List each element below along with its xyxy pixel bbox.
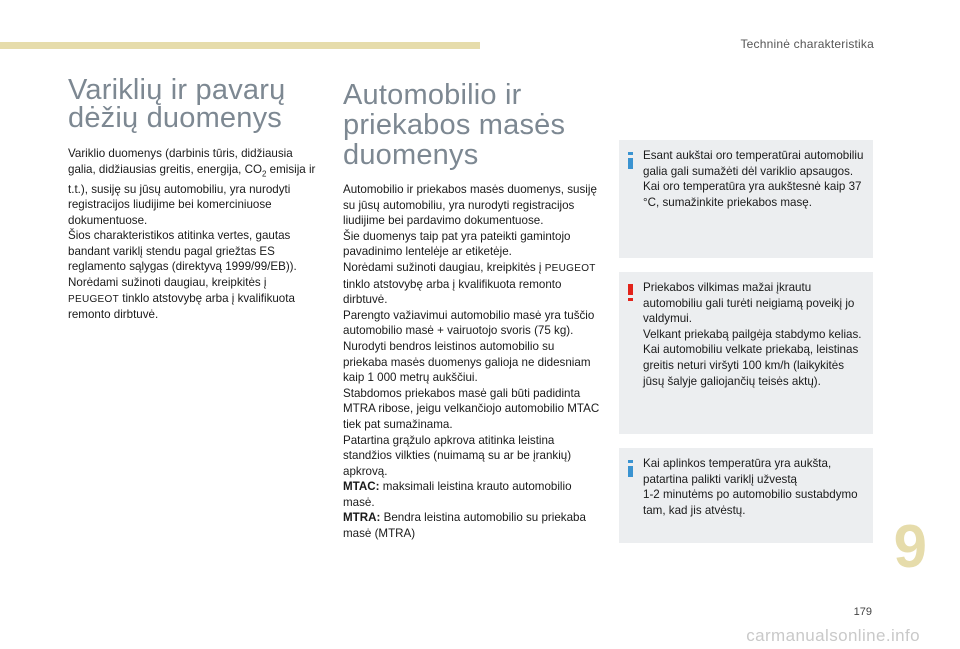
definition-mtra [343, 510, 601, 541]
paragraph: Nurodyti bendros leistinos automobilio su priekaba masės duomenys galioja ne didesniam kaip 1 000 metrų aukščiui. [343, 339, 591, 385]
title-line: Variklių ir pavarų [68, 74, 286, 106]
paragraph: Automobilio ir priekabos masės duomenys, susiję su jūsų automobiliu, yra nurodyti registracijos liudijime bei pardavimo dokumentuose. [343, 183, 597, 228]
weights-column [343, 80, 601, 542]
note-text: Kai aplinkos temperatūra yra aukšta, patartina palikti variklį užvestą [643, 457, 832, 486]
text: emisija ir t.t.), susiję su jūsų automobiliu, yra nurodyti registracijos liudijime bei komerciniuose dokumentuose. [68, 162, 316, 227]
note-text: Priekabos vilkimas mažai įkrautu automobiliu gali turėti neigiamą poveikį jo valdymui. [643, 281, 855, 326]
info-icon [628, 460, 633, 477]
info-note [619, 140, 873, 258]
top-accent-bar [0, 42, 480, 49]
engine-section-title [68, 76, 320, 132]
paragraph: Patartina grąžulo apkrova atitinka leistina standžios vilkties (nuimamą su ar be įrankių) apkrovą. [343, 433, 572, 478]
paragraph [68, 275, 320, 323]
definition: Bendra leistina automobilio su priekaba masė (MTRA) [343, 511, 586, 541]
title-line: duomenys [343, 139, 479, 171]
title-line: priekabos masės [343, 109, 566, 141]
info-icon [628, 152, 633, 169]
text: Variklio duomenys (darbinis tūris, didžiausia galia, didžiausias greitis, energija, CO [68, 147, 293, 176]
brand-name: PEUGEOT [68, 293, 119, 305]
engine-data-column [68, 76, 320, 323]
chapter-number: 9 [893, 513, 927, 580]
paragraph: Šie duomenys taip pat yra pateikti gamintojo pavadinimo lentelėje ar etiketėje. [343, 229, 571, 259]
title-line: Automobilio ir [343, 79, 522, 111]
warning-icon [628, 284, 633, 301]
text: Norėdami sužinoti daugiau, kreipkitės į [343, 260, 545, 274]
subscript: 2 [261, 168, 267, 178]
note-text: Velkant priekabą pailgėja stabdymo kelias. Kai automobiliu velkate priekabą, leistinas greitis neturi viršyti 100 km/h (laikykitės jūsų šalyje galiojančių teisės aktų). [643, 327, 862, 388]
definition: maksimali leistina krauto automobilio masė. [343, 480, 572, 509]
paragraph [68, 146, 320, 228]
page-number: 179 [853, 606, 872, 618]
text: tinklo atstovybę arba į kvalifikuota remonto dirbtuvė. [343, 277, 562, 307]
section-header: Techninė charakteristika [740, 37, 874, 51]
term: MTAC: [343, 480, 380, 494]
paragraph: Šios charakteristikos atitinka vertes, gautas bandant variklį stendu pagal griežtas ES reglamento sąlygas (direktyvą 1999/99/EB)). [68, 229, 297, 274]
paragraph: Parengto važiavimui automobilio masė yra tuščio automobilio masė + vairuotojo svoris (75 kg). [343, 308, 595, 338]
brand-name: PEUGEOT [544, 262, 596, 274]
note-text: 1-2 minutėms po automobilio sustabdymo tam, kad jis atvėstų. [643, 488, 858, 517]
note-text: Esant aukštai oro temperatūrai automobiliu galia gali sumažėti dėl variklio apsaugos. Kai oro temperatūra yra aukštesnė kaip 37 °C, sumažinkite priekabos masę. [643, 149, 864, 209]
paragraph: Stabdomos priekabos masė gali būti padidinta MTRA ribose, jeigu velkančiojo automobilio MTAC tiek pat sumažinama. [343, 386, 600, 431]
definition-mtac [343, 479, 601, 510]
paragraph [343, 260, 601, 308]
info-note [619, 448, 873, 543]
text: Norėdami sužinoti daugiau, kreipkitės į [68, 276, 267, 290]
title-line: dėžių duomenys [68, 102, 282, 134]
weights-section-title [343, 80, 601, 170]
text: tinklo atstovybę arba į kvalifikuota remonto dirbtuvė. [68, 291, 295, 322]
term: MTRA: [343, 511, 381, 525]
warning-note [619, 272, 873, 434]
watermark: carmanualsonline.info [746, 626, 920, 645]
